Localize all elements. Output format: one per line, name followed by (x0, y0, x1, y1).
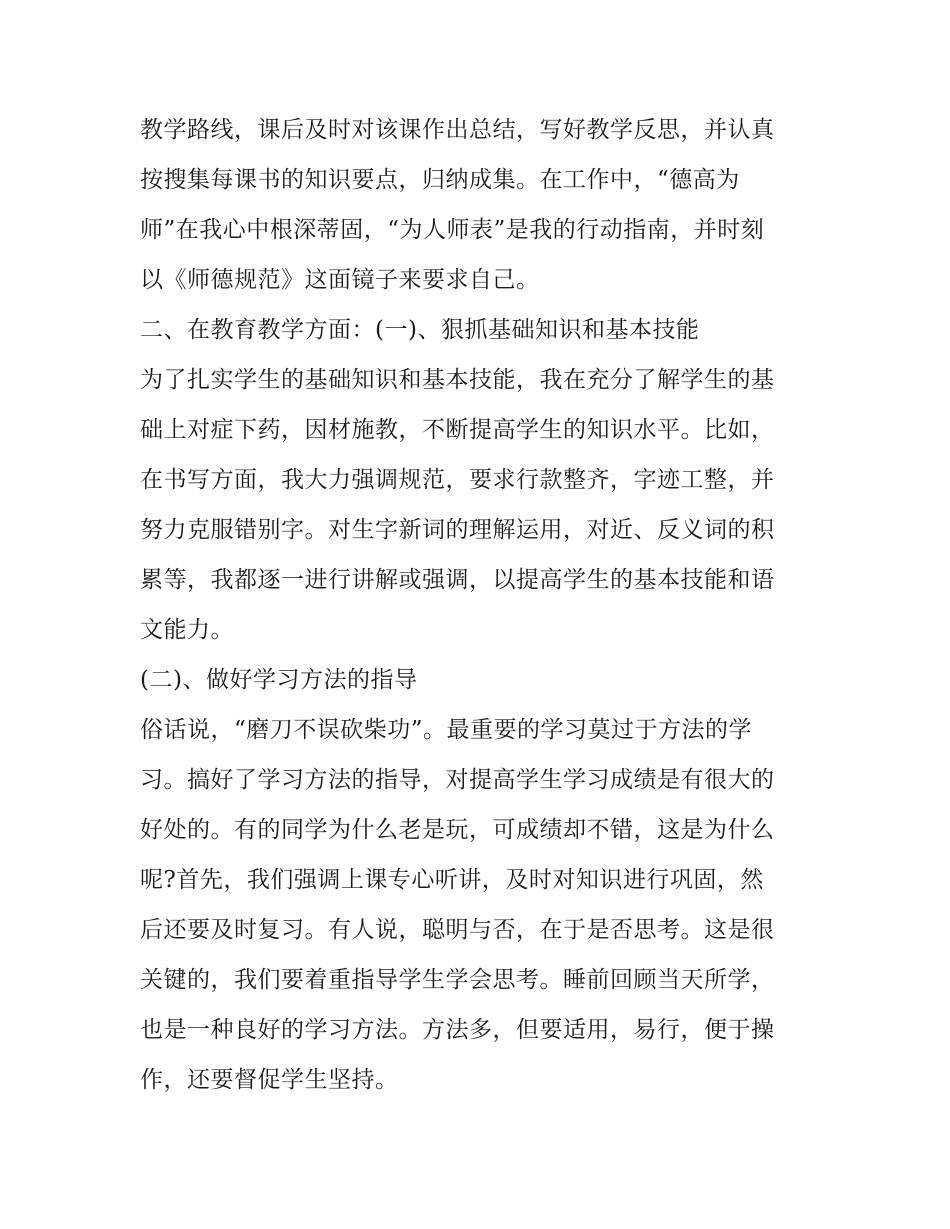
text-line: 习。搞好了学习方法的指导，对提高学生学习成绩是有很大的 (140, 767, 775, 793)
text-line: 在书写方面，我大力强调规范，要求行款整齐，字迹工整，并 (140, 467, 775, 493)
text-line: 础上对症下药，因材施教，不断提高学生的知识水平。比如， (140, 417, 775, 443)
text-line: 作，还要督促学生坚持。 (140, 1067, 399, 1093)
text-line: 按搜集每课书的知识要点，归纳成集。在工作中，“德高为 (140, 167, 740, 193)
text-line: 呢?首先，我们强调上课专心听讲，及时对知识进行巩固，然 (140, 867, 764, 893)
text-line: 累等，我都逐一进行讲解或强调，以提高学生的基本技能和语 (140, 567, 775, 593)
text-line: 以《师德规范》这面镜子来要求自己。 (140, 267, 540, 293)
text-line: 教学路线，课后及时对该课作出总结，写好教学反思，并认真 (140, 117, 775, 143)
section-heading: 二、在教育教学方面：(一)、狠抓基础知识和基本技能 (140, 317, 700, 343)
text-line: 也是一种良好的学习方法。方法多，但要适用，易行，便于操 (140, 1017, 775, 1043)
text-line: 努力克服错别字。对生字新词的理解运用，对近、反义词的积 (140, 517, 775, 543)
text-line: 为了扎实学生的基础知识和基本技能，我在充分了解学生的基 (140, 367, 775, 393)
text-line: 俗话说，“磨刀不误砍柴功”。最重要的学习莫过于方法的学 (140, 717, 753, 743)
text-line: 关键的，我们要着重指导学生学会思考。睡前回顾当天所学， (140, 967, 775, 993)
text-line: 文能力。 (140, 617, 234, 643)
subsection-heading: (二)、做好学习方法的指导 (140, 667, 418, 693)
text-line: 好处的。有的同学为什么老是玩，可成绩却不错，这是为什么 (140, 817, 775, 843)
text-line: 后还要及时复习。有人说，聪明与否，在于是否思考。这是很 (140, 917, 775, 943)
text-line: 师”在我心中根深蒂固，“为人师表”是我的行动指南，并时刻 (140, 217, 765, 243)
